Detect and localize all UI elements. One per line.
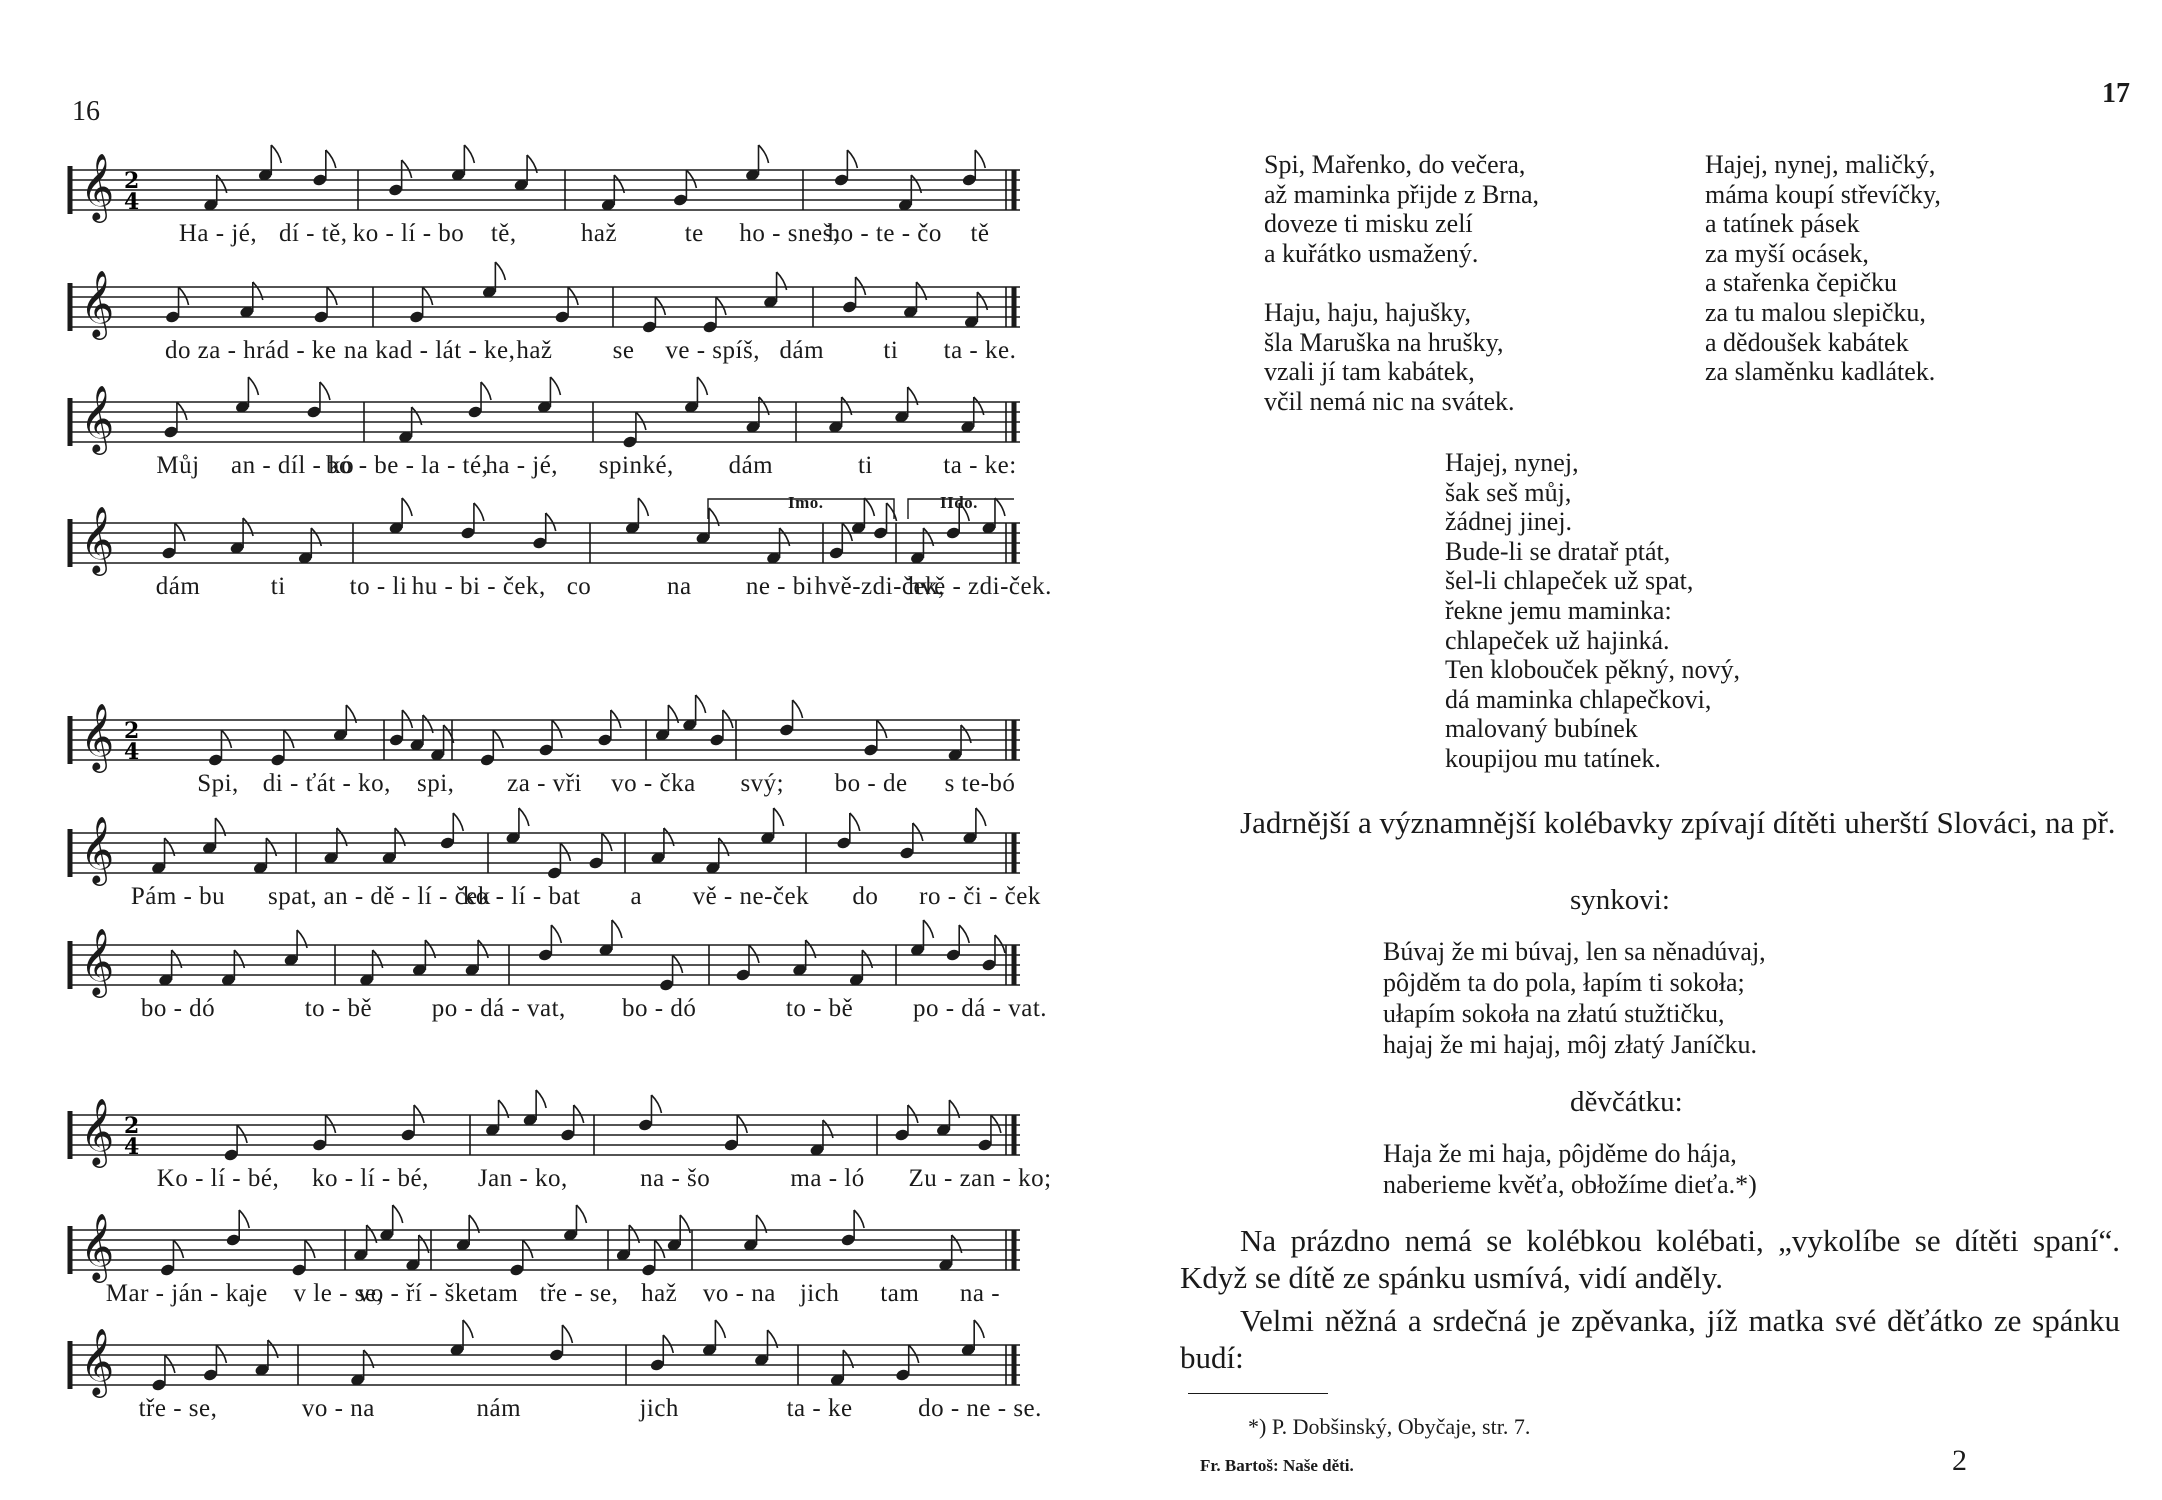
lyric-syllable: a (630, 883, 643, 910)
volta-label: Imo. (788, 493, 824, 512)
lyric-syllable: Zu - zan - ko; (908, 1165, 1052, 1192)
note-flag (602, 833, 612, 851)
note-flag (749, 945, 759, 963)
note-flag (175, 523, 185, 541)
lyric-syllable: haž (580, 220, 618, 247)
poem-line: ułapím sokoła na złatú stužtičku, (1383, 999, 1725, 1028)
lyric-syllable: nám (476, 1395, 522, 1422)
lyric-syllable: ne - bi (745, 573, 814, 600)
lyric-syllable: tě, (490, 220, 517, 247)
note-flag (576, 1205, 586, 1223)
lyric-syllable: co (566, 573, 592, 600)
lyric-syllable: ko - lí - bo (352, 220, 465, 247)
note-flag (327, 287, 337, 305)
poem-line: Spi, Mařenko, do večera, (1264, 150, 1526, 179)
treble-clef-icon: 𝄞 (80, 815, 115, 883)
treble-clef-icon: 𝄞 (80, 927, 115, 995)
lyric-syllable: Ha - jé, (178, 220, 258, 247)
lyric-syllable: an - dě - lí - ček (323, 883, 491, 910)
note-flag (854, 1210, 864, 1228)
note-flag (216, 1345, 226, 1363)
lyric-syllable: spi, (416, 770, 455, 797)
note-flag (320, 382, 330, 400)
lyric-syllable: to - bě (785, 995, 854, 1022)
music-staff (68, 374, 1020, 479)
lyric-syllable: tam (880, 1280, 920, 1307)
lyric-syllable: vo - na (702, 1280, 776, 1307)
poem-left-column (1264, 150, 1539, 416)
lyric-syllable: kad - lát - ke, (375, 337, 516, 364)
lyric-syllable: to - li (349, 573, 408, 600)
note-flag (759, 145, 769, 163)
poem-line: hajaj že mi hajaj, môj złatý Janíčku. (1383, 1030, 1757, 1059)
lyric-syllable: haž (641, 1280, 678, 1307)
lyric-syllable: vě - ne-ček (692, 883, 810, 910)
note-flag (774, 808, 784, 826)
time-signature: 2 (124, 1113, 140, 1139)
sheet-number: 2 (1952, 1444, 1967, 1477)
note-flag (568, 287, 578, 305)
lyric-syllable: tam (479, 1280, 519, 1307)
music-staff (68, 1317, 1042, 1422)
lyric-syllable: se (612, 337, 635, 364)
lyric-syllable: ro - či - ček (919, 883, 1041, 910)
lyric-syllable: do (852, 883, 879, 910)
lyric-syllable: jich (799, 1280, 840, 1307)
poem-line: Búvaj že mi búvaj, len sa něnadúvaj, (1383, 937, 1766, 966)
music-staff (68, 805, 1041, 910)
lyric-syllable: spat, (268, 883, 318, 910)
note-flag (402, 160, 412, 178)
poem-line: doveze ti misku zelí (1264, 209, 1473, 239)
music-staff (68, 917, 1048, 1022)
lyric-syllable: Můj (156, 452, 200, 479)
poem-line: a dědoušek kabátek (1705, 327, 1909, 357)
note-flag (393, 1205, 403, 1223)
poem-line: za myší ocásek, (1705, 238, 1869, 268)
poem-line: šak seš můj, (1445, 477, 1572, 507)
note-flag (864, 498, 874, 516)
lyric-syllable: ko - lí - bé, (311, 1165, 429, 1192)
treble-clef-icon: 𝄞 (80, 384, 115, 452)
lyric-syllable: tře - se, (539, 1280, 619, 1307)
note-flag (908, 1105, 918, 1123)
time-signature: 4 (124, 189, 140, 215)
lyric-syllable: bo - dó (622, 995, 697, 1022)
lyric-syllable: bo - de (834, 770, 908, 797)
note-flag (271, 145, 281, 163)
note-flag (326, 1115, 336, 1133)
note-flag (974, 1320, 984, 1338)
music-staff (68, 259, 1020, 364)
note-flag (793, 700, 803, 718)
lyric-syllable: vo - ří - ške (357, 1280, 480, 1307)
lyric-syllable: jich (639, 1395, 679, 1422)
lyric-syllable: dí - tě, (278, 220, 348, 247)
lyric-syllable: Mar - ján - ka (105, 1280, 251, 1307)
lyric-syllable: ho - te - čo (827, 220, 942, 247)
music-staff (68, 1202, 1020, 1307)
note-flag (248, 377, 258, 395)
note-flag (221, 730, 231, 748)
treble-clef-icon: 𝄞 (80, 1097, 115, 1165)
note-flag (611, 710, 621, 728)
note-flag (551, 925, 561, 943)
note-flag (636, 412, 646, 430)
lyric-syllable: ve - spíš, (665, 337, 760, 364)
note-flag (423, 287, 433, 305)
note-flag (463, 1320, 473, 1338)
volta-label: IIdo. (940, 493, 978, 512)
lyric-syllable: ti (857, 452, 873, 479)
poem-line: žádnej jinej. (1445, 507, 1573, 537)
note-flag (414, 1105, 424, 1123)
poem-line: a tatínek pásek (1705, 209, 1860, 239)
treble-clef-icon: 𝄞 (80, 702, 115, 770)
poem-line: Hajej, nynej, (1445, 448, 1579, 477)
note-flag (991, 1115, 1001, 1133)
treble-clef-icon: 𝄞 (80, 1212, 115, 1280)
section-heading: děvčátku: (1570, 1086, 1683, 1118)
poem-line: šla Maruška na hrušky, (1264, 327, 1504, 357)
note-flag (923, 920, 933, 938)
lyric-syllable: ti (270, 573, 286, 600)
lyric-syllable: na (666, 573, 692, 600)
note-flag (464, 145, 474, 163)
lyric-syllable: ta - ke (786, 1395, 853, 1422)
lyric-syllable: bo - dó (140, 995, 216, 1022)
lyric-syllable: di - ťát - ko, (262, 770, 391, 797)
note-flag (165, 1355, 175, 1373)
note-flag (237, 1125, 247, 1143)
note-flag (715, 1320, 725, 1338)
note-flag (474, 503, 484, 521)
lyric-syllable: na - šo (640, 1165, 711, 1192)
lyric-syllable: do (165, 337, 191, 364)
lyric-syllable: ko - lí - bat (462, 883, 581, 910)
poem-line: řekne jemu maminka: (1445, 595, 1672, 625)
poem-line: Haju, haju, hajušky, (1264, 297, 1471, 327)
note-flag (663, 1335, 673, 1353)
page-number: 17 (2102, 78, 2130, 109)
printer-signature: Fr. Bartoš: Naše děti. (1200, 1456, 1354, 1475)
poem-devcatku (1383, 1138, 1757, 1200)
note-flag (716, 297, 726, 315)
note-flag (550, 377, 560, 395)
note-flag (655, 1240, 665, 1258)
note-flag (239, 1210, 249, 1228)
note-flag (975, 150, 985, 168)
time-signature: 4 (124, 739, 140, 765)
note-flag (995, 935, 1005, 953)
lyric-syllable: na (343, 337, 369, 364)
lyric-syllable: ta - ke. (943, 337, 1017, 364)
poem-line: koupijou mu tatínek. (1445, 743, 1661, 773)
note-flag (173, 1240, 183, 1258)
music-staff (68, 493, 1052, 600)
right-page (1140, 0, 2162, 1500)
lyric-syllable: ta - ke: (943, 452, 1017, 479)
note-flag (655, 297, 665, 315)
lyric-syllable: za - vři (507, 770, 582, 797)
lyric-syllable: tě (970, 220, 990, 247)
poem-right-column (1705, 150, 1941, 387)
note-flag (177, 402, 187, 420)
poem-line: za slaměnku kadlátek. (1705, 357, 1936, 387)
lyric-syllable: vo - čka (611, 770, 696, 797)
music-staff (68, 1087, 1052, 1192)
time-signature: 2 (124, 168, 140, 194)
note-flag (453, 813, 463, 831)
poem-line: za tu malou slepičku, (1705, 297, 1926, 327)
note-flag (995, 498, 1005, 516)
lyric-syllable: s te-bó (944, 770, 1016, 797)
lyric-syllable: ti (883, 337, 899, 364)
note-flag (179, 287, 189, 305)
note-flag (284, 730, 294, 748)
note-flag (481, 382, 491, 400)
music-staff (68, 142, 1020, 247)
poem-line: máma koupí střevíčky, (1705, 179, 1941, 209)
note-flag (976, 808, 986, 826)
lyric-syllable: dám (155, 573, 201, 600)
note-flag (493, 730, 503, 748)
lyric-syllable: za - hrád - ke (197, 337, 337, 364)
treble-clef-icon: 𝄞 (80, 505, 115, 573)
lyric-syllable: Ko - lí - bé, (156, 1165, 280, 1192)
poem-line: a kuřátko usmažený. (1264, 238, 1479, 268)
note-flag (842, 523, 852, 541)
note-flag (651, 1095, 661, 1113)
lyric-syllable: hu - bi - ček, (411, 573, 546, 600)
section-heading: synkovi: (1570, 884, 1670, 916)
lyric-syllable: bó - be - la - té, (325, 452, 489, 479)
note-flag (552, 720, 562, 738)
prose-paragraph: Na prázdno nemá se kolébkou kolébati, „vykolíbe se dítěti spaní“. Když se dítě ze spánku usmívá, vidí anděly. (1180, 1223, 2120, 1295)
note-flag (850, 813, 860, 831)
poem-line: malovaný bubínek (1445, 714, 1638, 744)
lyric-syllable: v le - se, (293, 1280, 384, 1307)
poem-line: naberieme kvěťa, obłožíme dieťa.*) (1383, 1170, 1757, 1199)
note-flag (402, 498, 412, 516)
note-flag (519, 808, 529, 826)
note-flag (877, 720, 887, 738)
note-flag (326, 150, 336, 168)
treble-clef-icon: 𝄞 (80, 269, 115, 337)
lyric-syllable: ho - sneš, (739, 220, 840, 247)
poem-line: Bude-li se dratař ptát, (1445, 536, 1671, 566)
note-flag (305, 1240, 315, 1258)
poem-line: Haja že mi haja, pôjděme do hája, (1383, 1139, 1737, 1168)
note-flag (673, 955, 683, 973)
note-flag (856, 277, 866, 295)
note-flag (847, 150, 857, 168)
poem-line: vzali jí tam kabátek, (1264, 357, 1475, 387)
note-flag (638, 498, 648, 516)
prose-paragraph: Jadrnější a významnější kolébavky zpívají dítěti uherští Slováci, na př. (1240, 805, 2116, 840)
lyric-syllable: do - ne - se. (918, 1395, 1042, 1422)
note-flag (697, 377, 707, 395)
note-flag (737, 1115, 747, 1133)
note-flag (546, 513, 556, 531)
footnote: *) P. Dobšinský, Obyčaje, str. 7. (1248, 1414, 1531, 1439)
poem-line: včil nemá nic na svátek. (1264, 386, 1515, 416)
lyric-syllable: dám (728, 452, 774, 479)
time-signature: 4 (124, 1134, 140, 1160)
prose-paragraph: Velmi něžná a srdečná je zpěvanka, jíž matka své děťátko ze spánku budí: (1180, 1303, 2120, 1375)
lyric-syllable: svý; (740, 770, 785, 797)
footnote-rule (1188, 1393, 1328, 1394)
poem-line: pôjděm ta do pola, łapím ti sokoła; (1383, 968, 1745, 997)
poem-line: chlapeček už hajinká. (1445, 625, 1670, 655)
lyric-syllable: hvě-zdi-ček, (814, 573, 945, 600)
lyric-syllable: dám (779, 337, 825, 364)
note-flag (723, 710, 733, 728)
music-staff (68, 692, 1020, 797)
treble-clef-icon: 𝄞 (80, 1327, 115, 1395)
lyric-syllable: te (684, 220, 704, 247)
note-flag (523, 1240, 533, 1258)
lyric-syllable: ma - ló (790, 1165, 865, 1192)
poem-line: Hajej, nynej, maličký, (1705, 150, 1936, 179)
lyric-syllable: je (248, 1280, 268, 1307)
lyric-syllable: Pám - bu (130, 883, 226, 910)
poem-line: šel-li chlapeček už spat, (1445, 566, 1694, 596)
poem-center (1445, 448, 1740, 774)
lyric-syllable: haž (516, 337, 553, 364)
note-flag (612, 920, 622, 938)
lyric-syllable: Spi, (197, 770, 239, 797)
note-flag (913, 823, 923, 841)
note-flag (560, 843, 570, 861)
poem-line: dá maminka chlapečkovi, (1445, 684, 1712, 714)
lyric-syllable: tře - se, (138, 1395, 218, 1422)
lyric-syllable: ha - jé, (485, 452, 559, 479)
lyric-syllable: hvě - zdi-ček. (908, 573, 1052, 600)
lyric-syllable: vo - na (301, 1395, 375, 1422)
page-number: 16 (72, 96, 100, 127)
prose-block (1180, 1222, 2120, 1376)
poem-line: až maminka přijde z Brna, (1264, 179, 1540, 209)
note-flag (574, 1105, 584, 1123)
note-flag (696, 695, 706, 713)
lyric-syllable: Jan - ko, (477, 1165, 568, 1192)
poem-line: Ten klobouček pěkný, nový, (1445, 655, 1740, 685)
note-flag (909, 1345, 919, 1363)
lyric-syllable: na - (959, 1280, 1001, 1307)
time-signature: 2 (124, 718, 140, 744)
lyric-syllable: an - díl - ko (230, 452, 355, 479)
lyric-syllable: po - dá - vat, (431, 995, 566, 1022)
note-flag (686, 170, 696, 188)
lyric-syllable: to - bě (304, 995, 373, 1022)
note-flag (887, 503, 897, 521)
poem-line: a stařenka čepičku (1705, 268, 1898, 298)
note-flag (495, 262, 505, 280)
note-flag (959, 925, 969, 943)
lyric-syllable: spinké, (598, 452, 674, 479)
note-flag (536, 1090, 546, 1108)
note-flag (402, 710, 412, 728)
treble-clef-icon: 𝄞 (80, 152, 115, 220)
lyric-syllable: po - dá - vat. (912, 995, 1048, 1022)
note-flag (562, 1325, 572, 1343)
poem-synkovi (1383, 936, 1766, 1060)
